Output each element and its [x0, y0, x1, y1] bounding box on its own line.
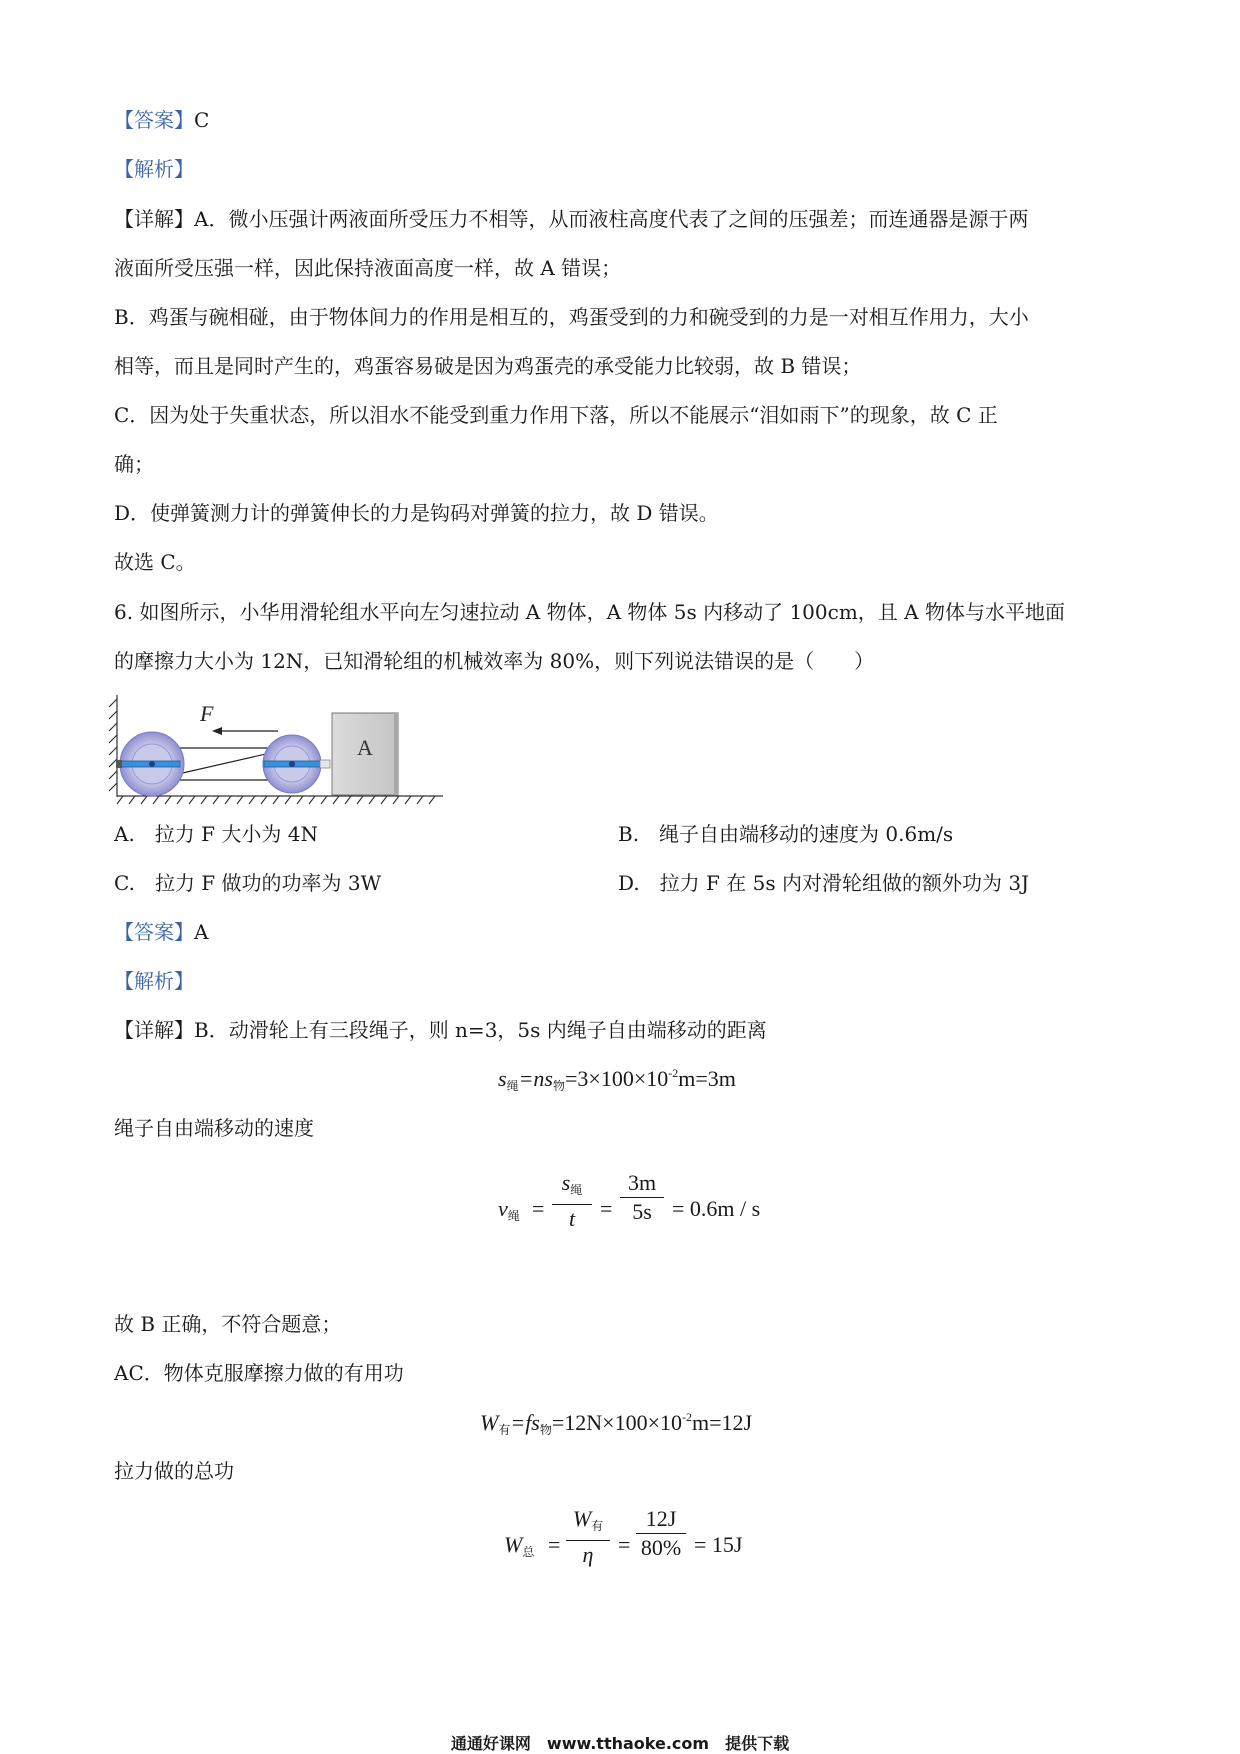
- total-intro: 拉力做的总功: [114, 1459, 234, 1483]
- eq-result: = 15J: [694, 1532, 743, 1557]
- eq-result: = 0.6m / s: [672, 1196, 761, 1221]
- q5-answer-line: [114, 108, 209, 132]
- eq-subscript: 绳: [570, 1183, 583, 1197]
- analysis-tag: 【解析】: [114, 157, 194, 181]
- option-b: B. 绳子自由端移动的速度为 0.6m/s: [618, 822, 954, 846]
- q6-stem-line-2: 的摩擦力大小为 12N，已知滑轮组的机械效率为 80%，则下列说法错误的是（ ）: [114, 649, 875, 673]
- eq-subscript: 有: [498, 1423, 511, 1437]
- q5-detail-line-c: B．鸡蛋与碗相碰，由于物体间力的作用是相互的，鸡蛋受到的力和碗受到的力是一对相互作用力，大小: [114, 305, 1029, 329]
- fraction-w-over-eta: [566, 1506, 610, 1568]
- eq-equals: =: [618, 1532, 631, 1557]
- eq-term: =3×100×10: [565, 1066, 669, 1091]
- eq-term: =12N×100×10: [551, 1410, 682, 1435]
- q6-detail-text: B．动滑轮上有三段绳子，则 n=3，5s 内绳子自由端移动的距离: [194, 1018, 767, 1042]
- movable-pulley: [263, 735, 330, 793]
- eq-term: m=3m: [678, 1066, 736, 1091]
- answer-value: C: [194, 108, 210, 132]
- eq-subscript: 有: [591, 1519, 604, 1533]
- eq-term: =ns: [518, 1066, 553, 1091]
- eq-equals: =: [532, 1196, 545, 1221]
- eq-subscript: 绳: [506, 1079, 519, 1093]
- eq-term: 80%: [640, 1535, 682, 1560]
- b-conclusion: 故 B 正确，不符合题意；: [114, 1312, 342, 1336]
- eq-subscript: 物: [539, 1423, 552, 1437]
- option-c: C. 拉力 F 做功的功率为 3W: [114, 871, 382, 895]
- q5-conclusion: 故选 C。: [114, 550, 196, 574]
- ac-intro: AC．物体克服摩擦力做的有用功: [114, 1361, 404, 1385]
- option-a: A. 拉力 F 大小为 4N: [114, 822, 318, 846]
- eq-symbol: s: [561, 1170, 571, 1195]
- q5-text: A．微小压强计两液面所受压力不相等，从而液柱高度代表了之间的压强差；而连通器是源于两: [194, 207, 1029, 231]
- force-arrow: [212, 727, 278, 735]
- eq-symbol: s: [498, 1066, 507, 1091]
- answer-tag: 【答案】: [114, 108, 194, 132]
- eq-equals: =: [600, 1196, 613, 1221]
- block-label: A: [357, 735, 373, 760]
- eq-subscript: 物: [553, 1079, 566, 1093]
- answer-value: A: [194, 920, 209, 944]
- fraction-3m-over-5s: [620, 1170, 664, 1225]
- eq-term: 3m: [627, 1170, 657, 1195]
- q6-answer-line: [114, 920, 208, 944]
- equation-useful-work: [480, 1410, 752, 1438]
- eq-subscript: 绳: [507, 1209, 520, 1223]
- option-d: D. 拉力 F 在 5s 内对滑轮组做的额外功为 3J: [618, 871, 1030, 895]
- eq-symbol: t: [568, 1206, 576, 1231]
- analysis-tag: 【解析】: [114, 969, 194, 993]
- q5-detail-line-a: [114, 207, 1028, 231]
- detail-tag: 【详解】: [114, 207, 194, 231]
- speed-intro: 绳子自由端移动的速度: [114, 1116, 314, 1140]
- force-label: F: [200, 701, 214, 726]
- eq-superscript: -2: [682, 1410, 692, 1424]
- q5-detail-line-b: 液面所受压强一样，因此保持液面高度一样，故 A 错误；: [114, 256, 622, 280]
- eq-term: 12J: [645, 1506, 677, 1531]
- fixed-pulley: [116, 732, 184, 796]
- answer-tag: 【答案】: [114, 920, 194, 944]
- page-footer: 通通好课网 www.tthaoke.com 提供下载: [450, 1734, 790, 1753]
- fraction-s-over-t: [552, 1170, 592, 1232]
- q5-detail-line-g: D．使弹簧测力计的弹簧伸长的力是钩码对弹簧的拉力，故 D 错误。: [114, 501, 719, 525]
- pulley-figure: [108, 685, 448, 810]
- eq-symbol: η: [582, 1542, 594, 1567]
- eq-subscript: 总: [522, 1545, 535, 1559]
- q5-detail-line-f: 确；: [114, 452, 154, 476]
- q5-detail-line-d: 相等，而且是同时产生的，鸡蛋容易破是因为鸡蛋壳的承受能力比较弱，故 B 错误；: [114, 354, 862, 378]
- eq-lhs: [504, 1532, 534, 1560]
- eq-symbol: W: [480, 1410, 499, 1435]
- detail-tag: 【详解】: [114, 1018, 194, 1042]
- eq-symbol: W: [504, 1532, 523, 1557]
- equation-distance: [498, 1066, 736, 1094]
- eq-lhs: [498, 1196, 520, 1224]
- q6-stem-line-1: 6. 如图所示，小华用滑轮组水平向左匀速拉动 A 物体，A 物体 5s 内移动了 100cm，且 A 物体与水平地面: [114, 600, 1065, 624]
- eq-term: m=12J: [692, 1410, 753, 1435]
- ground: [117, 796, 443, 804]
- eq-equals: =: [548, 1532, 561, 1557]
- eq-superscript: -2: [668, 1066, 679, 1080]
- eq-term: 5s: [632, 1199, 652, 1224]
- eq-symbol: v: [498, 1196, 508, 1221]
- q6-detail-line: [114, 1018, 767, 1042]
- q5-detail-line-e: C．因为处于失重状态，所以泪水不能受到重力作用下落，所以不能展示“泪如雨下”的现象，故 C 正: [114, 403, 998, 427]
- eq-symbol: W: [572, 1506, 592, 1531]
- fraction-12j-over-80: [636, 1506, 686, 1561]
- eq-term: =fs: [510, 1410, 540, 1435]
- wall: [109, 695, 117, 797]
